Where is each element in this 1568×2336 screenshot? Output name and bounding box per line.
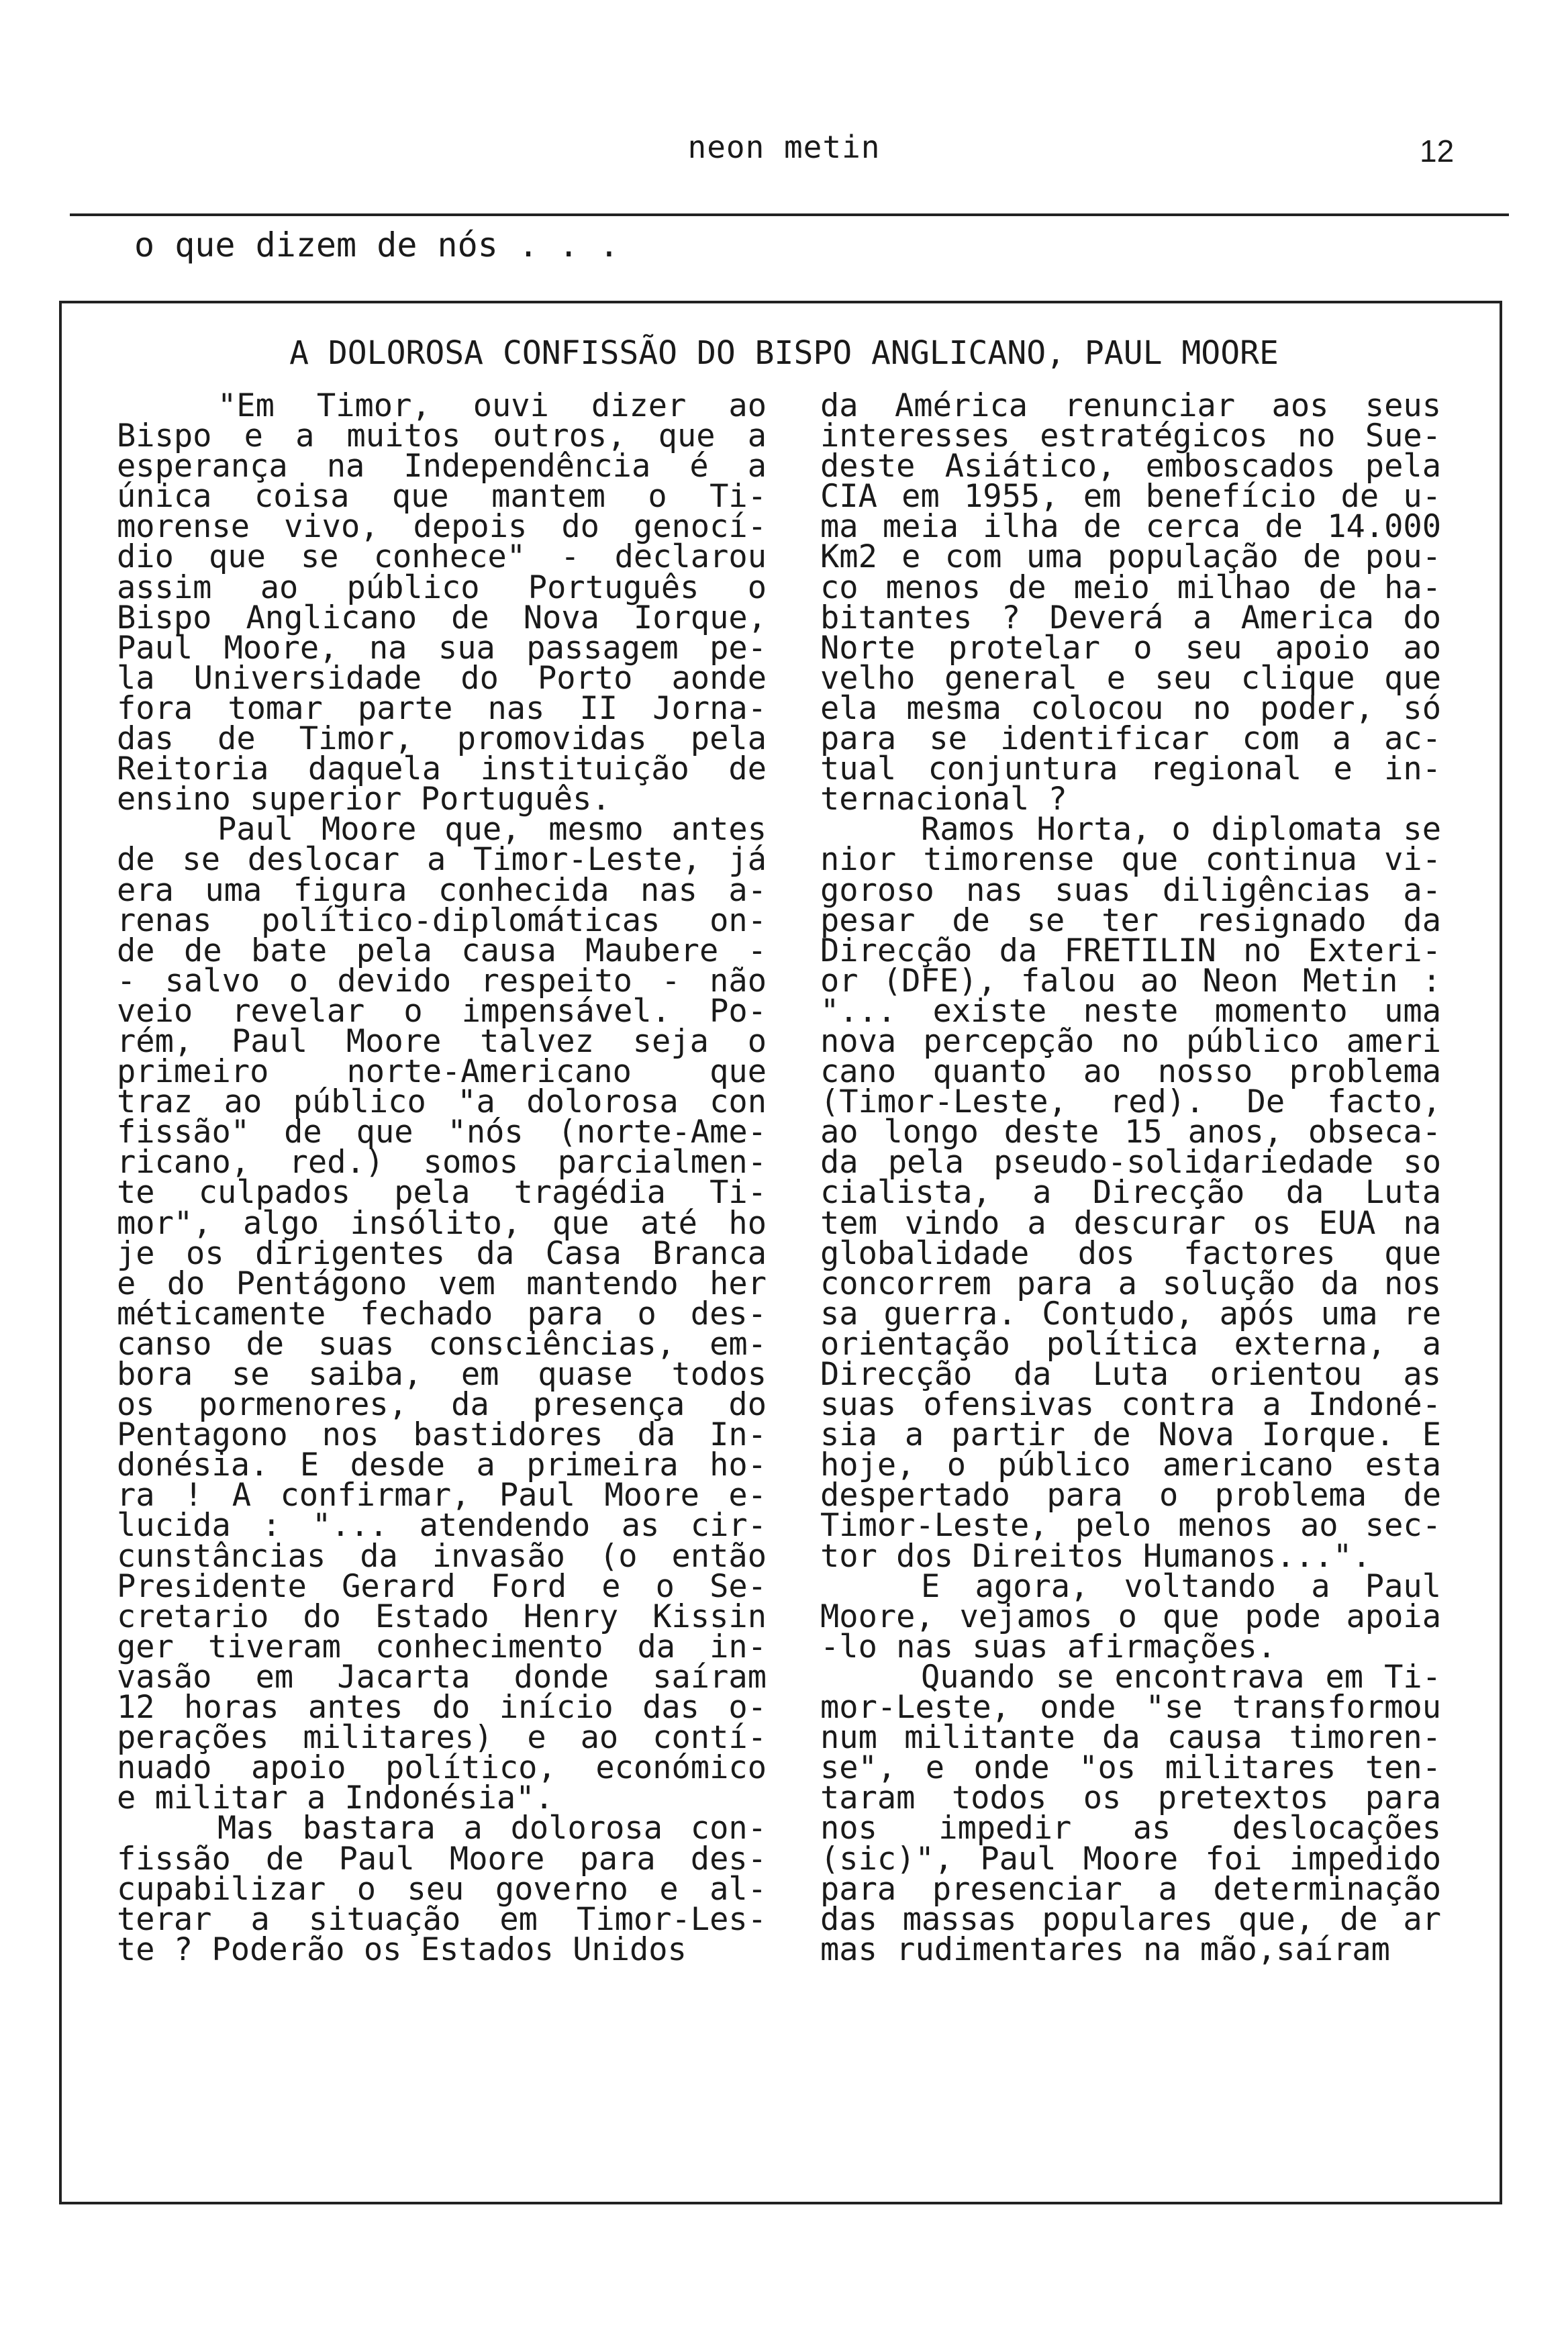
text-line: da pela pseudo-solidariedade so <box>820 1144 1441 1181</box>
text-line: taram todos os pretextos para <box>820 1780 1441 1817</box>
text-line: despertado para o problema de <box>820 1477 1441 1514</box>
text-line: cunstâncias da invasão (o então <box>117 1537 767 1575</box>
text-line: Pentagono nos bastidores da In- <box>117 1416 767 1454</box>
text-line: Presidente Gerard Ford e o Se- <box>117 1567 767 1605</box>
text-line: bitantes ? Deverá a America do <box>820 599 1441 636</box>
text-line: méticamente fechado para o des- <box>117 1295 767 1332</box>
text-line: hoje, o público americano esta <box>820 1447 1441 1484</box>
text-line: CIA em 1955, em benefício de u- <box>820 478 1441 516</box>
text-line: nos impedir as deslocações <box>820 1810 1441 1847</box>
text-line: Ramos Horta, o diplomata se <box>921 811 1441 848</box>
text-line: tem vindo a descurar os EUA na <box>820 1204 1441 1242</box>
text-line: la Universidade do Porto aonde <box>117 659 767 697</box>
text-line: os pormenores, da presença do <box>117 1386 767 1424</box>
text-line: concorrem para a solução da nos <box>820 1265 1441 1302</box>
text-line: esperança na Independência é a <box>117 448 767 485</box>
text-line: "... existe neste momento uma <box>820 992 1441 1030</box>
text-line: -lo nas suas afirmações. <box>820 1628 1277 1665</box>
text-line: Km2 e com uma população de pou- <box>820 538 1441 576</box>
text-line: da América renunciar aos seus <box>820 387 1441 424</box>
text-line: veio revelar o impensável. Po- <box>117 992 767 1030</box>
text-line: Quando se encontrava em Ti- <box>921 1658 1441 1696</box>
text-line: interesses estratégicos no Sue- <box>820 418 1441 455</box>
text-line: dio que se conhece" - declarou <box>117 538 767 576</box>
header-divider <box>70 213 1509 216</box>
text-line: "Em Timor, ouvi dizer ao <box>217 387 767 424</box>
text-line: canso de suas consciências, em- <box>117 1325 767 1363</box>
text-line: vasão em Jacarta donde saíram <box>117 1658 767 1696</box>
text-line: E agora, voltando a Paul <box>921 1567 1441 1605</box>
text-line: sia a partir de Nova Iorque. E <box>820 1416 1441 1454</box>
text-line: ma meia ilha de cerca de 14.000 <box>820 508 1441 546</box>
text-line: cupabilizar o seu governo e al- <box>117 1870 767 1908</box>
text-line: Paul Moore que, mesmo antes <box>217 811 767 848</box>
text-line: perações militares) e ao contí- <box>117 1719 767 1757</box>
text-line: Reitoria daquela instituição de <box>117 750 767 788</box>
text-line: mor-Leste, onde "se transformou <box>820 1689 1441 1726</box>
article-title: A DOLOROSA CONFISSÃO DO BISPO ANGLICANO, PAUL MOORE <box>289 334 1279 372</box>
text-line: ao longo deste 15 anos, obseca- <box>820 1114 1441 1151</box>
text-line: para se identificar com a ac- <box>820 720 1441 758</box>
text-line: cano quanto ao nosso problema <box>820 1053 1441 1091</box>
text-line: das de Timor, promovidas pela <box>117 720 767 758</box>
text-line: (Timor-Leste, red). De facto, <box>820 1083 1441 1121</box>
text-line: renas político-diplomáticas on- <box>117 902 767 939</box>
text-line: nuado apoio político, económico <box>117 1749 767 1787</box>
text-line: Paul Moore, na sua passagem pe- <box>117 629 767 667</box>
text-line: para presenciar a determinação <box>820 1870 1441 1908</box>
text-line: sa guerra. Contudo, após uma re <box>820 1295 1441 1332</box>
text-line: Direcção da FRETILIN no Exteri- <box>820 932 1441 969</box>
page-header-title: neon metin <box>687 129 881 165</box>
text-line: tor dos Direitos Humanos...". <box>820 1537 1371 1575</box>
article-column-right <box>820 387 1441 1968</box>
page-number: 12 <box>1420 134 1455 168</box>
text-line: Direcção da Luta orientou as <box>820 1356 1441 1393</box>
text-line: mor", algo insólito, que até ho <box>117 1204 767 1242</box>
text-line: primeiro norte-Americano que <box>117 1053 767 1091</box>
text-line: goroso nas suas diligências a- <box>820 871 1441 909</box>
text-line: fissão" de que "nós (norte-Ame- <box>117 1114 767 1151</box>
text-line: se", e onde "os militares ten- <box>820 1749 1441 1787</box>
text-line: or (DFE), falou ao Neon Metin : <box>820 962 1441 1000</box>
text-line: num militante da causa timoren- <box>820 1719 1441 1757</box>
text-line: de se deslocar a Timor-Leste, já <box>117 841 767 879</box>
text-line: je os dirigentes da Casa Branca <box>117 1234 767 1272</box>
text-line: única coisa que mantem o Ti- <box>117 478 767 516</box>
text-line: de de bate pela causa Maubere - <box>117 932 767 969</box>
text-line: orientação política externa, a <box>820 1325 1441 1363</box>
text-line: era uma figura conhecida nas a- <box>117 871 767 909</box>
text-line: tual conjuntura regional e in- <box>820 750 1441 788</box>
article-column-left <box>117 387 767 1968</box>
text-line: 12 horas antes do início das o- <box>117 1689 767 1726</box>
text-line: - salvo o devido respeito - não <box>117 962 767 1000</box>
text-line: cretario do Estado Henry Kissin <box>117 1598 767 1635</box>
text-line: ra ! A confirmar, Paul Moore e- <box>117 1477 767 1514</box>
text-line: fora tomar parte nas II Jorna- <box>117 689 767 727</box>
text-line: ensino superior Português. <box>117 781 611 818</box>
text-line: Norte protelar o seu apoio ao <box>820 629 1441 667</box>
text-line: mas rudimentares na mão,saíram <box>820 1931 1390 1968</box>
text-line: traz ao público "a dolorosa con <box>117 1083 767 1121</box>
text-line: ela mesma colocou no poder, só <box>820 689 1441 727</box>
text-line: Mas bastara a dolorosa con- <box>217 1810 767 1847</box>
text-line: assim ao público Português o <box>117 569 767 606</box>
text-line: e do Pentágono vem mantendo her <box>117 1265 767 1302</box>
text-line: te culpados pela tragédia Ti- <box>117 1174 767 1212</box>
text-line: nior timorense que continua vi- <box>820 841 1441 879</box>
text-line: ricano, red.) somos parcialmen- <box>117 1144 767 1181</box>
section-label: o que dizem de nós . . . <box>134 226 620 264</box>
text-line: das massas populares que, de ar <box>820 1900 1441 1938</box>
text-line: pesar de se ter resignado da <box>820 902 1441 939</box>
text-line: Timor-Leste, pelo menos ao sec- <box>820 1507 1441 1545</box>
text-line: suas ofensivas contra a Indoné- <box>820 1386 1441 1424</box>
text-line: donésia. E desde a primeira ho- <box>117 1447 767 1484</box>
text-line: ternacional ? <box>820 781 1067 818</box>
text-line: bora se saiba, em quase todos <box>117 1356 767 1393</box>
text-line: globalidade dos factores que <box>820 1234 1441 1272</box>
text-line: terar a situação em Timor-Les- <box>117 1900 767 1938</box>
text-line: velho general e seu clique que <box>820 659 1441 697</box>
text-line: lucida : "... atendendo as cir- <box>117 1507 767 1545</box>
text-line: te ? Poderão os Estados Unidos <box>117 1931 687 1968</box>
text-line: co menos de meio milhao de ha- <box>820 569 1441 606</box>
text-line: e militar a Indonésia". <box>117 1780 554 1817</box>
text-line: rém, Paul Moore talvez seja o <box>117 1022 767 1060</box>
text-line: Bispo Anglicano de Nova Iorque, <box>117 599 767 636</box>
text-line: deste Asiático, emboscados pela <box>820 448 1441 485</box>
text-line: fissão de Paul Moore para des- <box>117 1840 767 1878</box>
text-line: (sic)", Paul Moore foi impedido <box>820 1840 1441 1878</box>
text-line: Moore, vejamos o que pode apoia <box>820 1598 1441 1635</box>
text-line: cialista, a Direcção da Luta <box>820 1174 1441 1212</box>
text-line: morense vivo, depois do genocí- <box>117 508 767 546</box>
text-line: nova percepção no público ameri <box>820 1022 1441 1060</box>
text-line: ger tiveram conhecimento da in- <box>117 1628 767 1665</box>
text-line: Bispo e a muitos outros, que a <box>117 418 767 455</box>
